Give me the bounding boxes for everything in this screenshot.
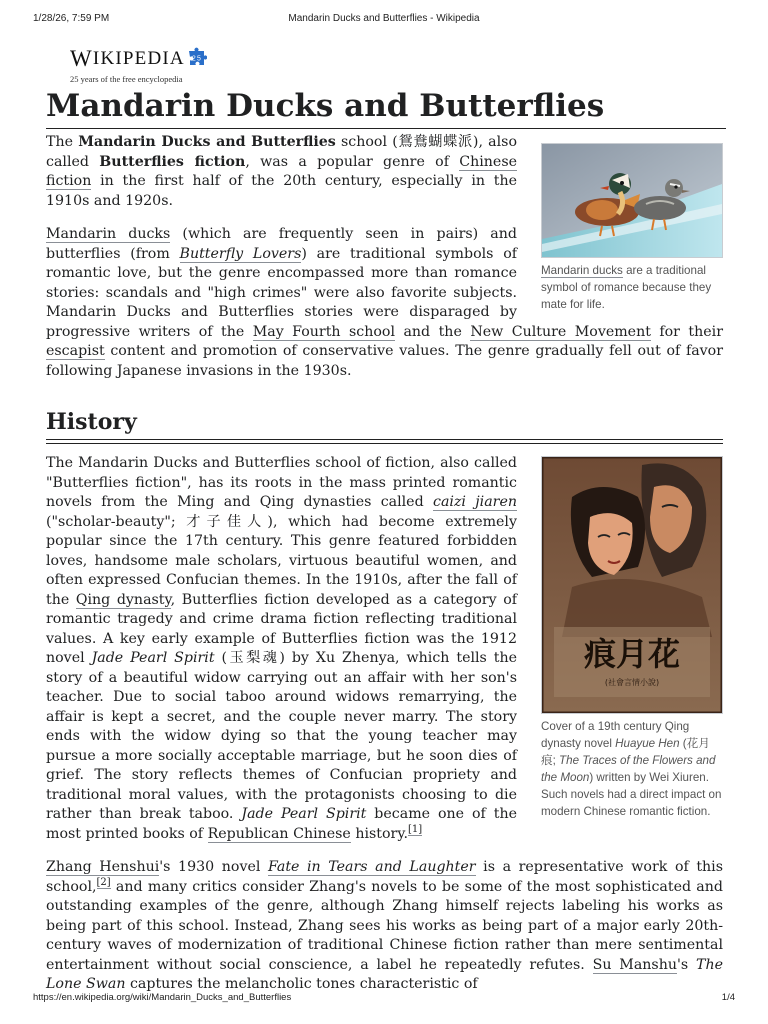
section-heading-history: History [46,407,723,444]
text-run: (which are frequently seen in pairs) and butterflies (from [46,226,517,262]
article-link[interactable]: Zhang Henshui [46,859,160,875]
figure-huayue-hen-cover [541,456,723,820]
page-title: Mandarin Ducks and Butterflies [46,86,726,129]
print-page-title: Mandarin Ducks and Butterflies - Wikipedia [288,13,480,24]
wikipedia-logo[interactable] [70,46,230,86]
text-run: , was a popular genre of [245,153,460,170]
article-link[interactable]: Mandarin ducks [541,264,623,277]
text-run: is a representative work of this school, [46,859,723,895]
article-link[interactable]: Chinese fiction [46,153,518,189]
print-datetime: 1/28/26, 7:59 PM [33,13,110,24]
text-run: school (鴛鴦蝴蝶派), also called [46,134,517,170]
article-content [46,133,723,995]
article-link[interactable]: caizi jiaren [433,494,517,510]
text-run: 's 1930 novel [159,859,268,875]
article-link[interactable]: May Fourth school [252,323,395,340]
text-run: captures the melancholic tones characteristic of [125,976,478,992]
text-run: in the first half of the 20th century, especially in the 1910s and 1920s. [46,173,517,209]
text-run: (玉梨魂) by Xu Zhenya, which tells the story of a beautiful widow carrying out an affair with her son's teacher. Due to social taboo around widows remarrying, the affair is kept a secret, and the couple never marry. The story ends with the widow dying so that the young teacher may pursue a more socially acceptable marriage, but he soon dies of grief. The story reflects themes of Confucian propriety and traditional moral values, with the protagonists choosing to die rather than break taboo. [46,650,517,822]
article-link[interactable]: New Culture Movement [470,323,651,340]
italic-title: The Traces of the Flowers and the Moon [541,754,716,784]
cover-title-text: 痕月花 [583,635,681,673]
wikipedia-wordmark: W IKIPEDIA 25 [70,46,230,72]
mandarin-ducks-image[interactable] [541,143,723,258]
citation-superscript [408,824,422,836]
logo-badge-text: 25 [191,55,202,63]
italic-title: The Lone Swan [46,956,723,992]
article-link[interactable]: Mandarin ducks [46,226,171,242]
print-page-number: 1/4 [721,992,735,1003]
text-run: became one of the most printed books of [46,806,517,842]
cover-subtitle-text: (社會言情小說) [604,678,660,687]
citation-superscript [97,877,111,889]
figure-caption-cover [541,718,723,820]
text-run: , Butterflies fiction developed as a category of romantic tragedy and crime drama fiction reflecting traditional values. A key early example of Butterflies fiction was the 1912 novel [46,591,518,666]
article-link[interactable]: Qing dynasty [75,591,171,608]
article-link[interactable]: Fate in Tears and Laughter [267,859,476,875]
citation-link[interactable]: [2] [96,876,111,888]
citation-link[interactable]: [1] [407,823,423,835]
text-run: for their [650,323,723,340]
print-url: https://en.wikipedia.org/wiki/Mandarin_Ducks_and_Butterflies [33,992,292,1003]
text-run: (花月痕; [541,737,710,767]
print-header [33,13,735,27]
text-run: ("scholar-beauty"; 才子佳人), which had become extremely popular since the 17th century. This genre featured forbidden loves, handsome male scholars, virtuous beautiful women, and often expressed Confucian themes. In the 1910s, after the fall of the [46,513,517,608]
history-paragraph-2 [46,858,723,995]
text-run: Cover of a 19th century Qing dynasty novel [541,720,690,750]
text-run: content and promotion of conservative values. The genre gradually fell out of favor following Japanese invasions in the 1930s. [46,343,723,379]
bold-term: Butterflies fiction [99,153,246,170]
article-link[interactable]: Republican Chinese [207,825,351,842]
text-run: The [46,134,79,150]
logo-tagline: 25 years of the free encyclopedia [70,74,183,84]
figure-mandarin-ducks [541,143,723,313]
italic-title: Jade Pearl Spirit [241,806,367,822]
figure-caption [541,262,723,313]
italic-title: Huayue Hen [615,737,680,750]
text-run: history. [350,825,408,842]
huayue-hen-cover-image[interactable] [541,456,723,714]
puzzle-globe-icon [187,47,207,67]
text-run: 's [676,956,696,973]
article-link[interactable]: Butterfly Lovers [179,245,302,262]
text-run: The Mandarin Ducks and Butterflies school of fiction, also called "Butterflies fiction", has its roots in the mass printed romantic novels from the Ming and Qing dynasties called [46,455,517,510]
article-link[interactable]: Su Manshu [592,956,677,973]
text-run: and the [395,323,471,340]
print-footer [33,992,735,1006]
text-run: and many critics consider Zhang's novels to be some of the most sophisticated and outstanding examples of the genre, although Zhang himself rejects labeling his works as being part of this school. Instead, Zhang sees his works as being part of a major early 20th-century waves of modernization of traditional Chinese fiction rather than mere sentimental entertainment without social conscience, a label he repeatedly refutes. [46,878,723,973]
text-run: ) written by Wei Xiuren. Such novels had a direct impact on modern Chinese romantic fiction. [541,771,722,818]
article-link[interactable]: escapist [46,343,105,359]
text-run: are a traditional symbol of romance because they mate for life. [541,264,712,311]
italic-title: Jade Pearl Spirit [91,650,215,666]
text-run: ) are traditional symbols of romantic love, but the genre encompassed more than romance stories: scandals and "high crimes" were also favorite subjects. Mandarin Ducks and Butterflies stories were disparaged by progressive writers of the [46,245,517,340]
bold-term: Mandarin Ducks and Butterflies [78,134,336,150]
